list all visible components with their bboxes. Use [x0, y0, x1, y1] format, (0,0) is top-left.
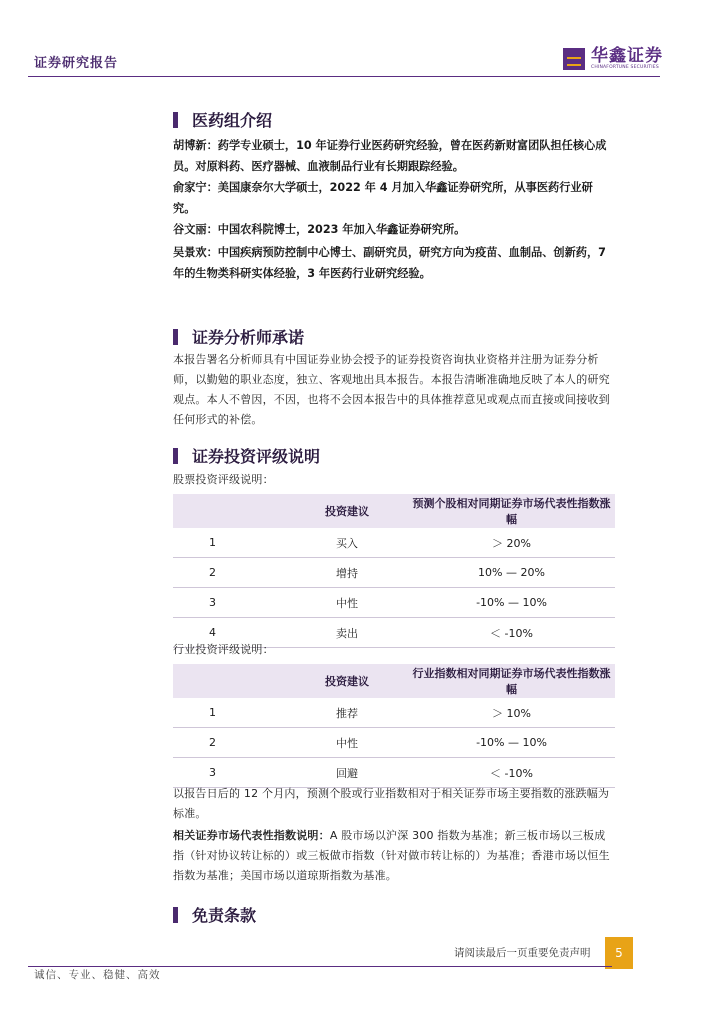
logo-mark-icon — [563, 48, 585, 70]
table-cell: 卖出 — [286, 618, 408, 648]
table-header-row — [173, 494, 615, 528]
table-cell: -10% — 10% — [408, 728, 615, 758]
team-section-heading — [173, 108, 272, 131]
table-cell: 4 — [173, 618, 286, 648]
commitment-text: 本报告署名分析师具有中国证券业协会授予的证券投资咨询执业资格并注册为证券分析师，以勤勉的职业态度，独立、客观地出具本报告。本报告清晰准确地反映了本人的研究观点。本人不曾因，不因，也将不会因本报告中的具体推荐意见或观点而直接或间接收到任何形式的补偿。 — [173, 353, 610, 426]
table-cell: 回避 — [286, 758, 408, 788]
table-header-cell: 预测个股相对同期证券市场代表性指数涨幅 — [408, 494, 615, 528]
footer-disclaimer-link: 请阅读最后一页重要免责声明 — [454, 947, 591, 959]
stock-rating-table — [173, 494, 615, 648]
team-heading-text: 医药组介绍 — [192, 111, 273, 130]
table-cell: 中性 — [286, 728, 408, 758]
industry-rating-table — [173, 664, 615, 788]
member-name: 谷文丽： — [173, 223, 218, 236]
team-member-4 — [173, 242, 615, 284]
index-note — [173, 826, 615, 886]
table-cell: 中性 — [286, 588, 408, 618]
table-cell: 1 — [173, 698, 286, 728]
table-cell: ＞ 10% — [408, 698, 615, 728]
stock-rating-label: 股票投资评级说明： — [173, 473, 274, 486]
table-header-cell — [173, 664, 286, 698]
heading-marker — [173, 329, 178, 345]
table-cell: 1 — [173, 528, 286, 558]
index-note-text: A 股市场以沪深 300 指数为基准；新三板市场以三板成指（针对协议转让标的）或三板做市指数（针对做市转让标的）为基准；香港市场以恒生指数为基准；美国市场以道琼斯指数为基准。 — [173, 829, 610, 882]
heading-marker — [173, 448, 178, 464]
index-note-label: 相关证券市场代表性指数说明： — [173, 829, 330, 842]
team-member-3 — [173, 219, 615, 240]
table-cell: -10% — 10% — [408, 588, 615, 618]
table-row — [173, 558, 615, 588]
member-desc: 中国农科院博士，2023 年加入华鑫证券研究所。 — [217, 223, 466, 236]
table-cell: ＜ -10% — [408, 618, 615, 648]
industry-rating-label: 行业投资评级说明： — [173, 643, 274, 656]
table-cell: 2 — [173, 558, 286, 588]
member-desc: 美国康奈尔大学硕士，2022 年 4 月加入华鑫证券研究所，从事医药行业研究。 — [173, 181, 593, 215]
table-cell: 买入 — [286, 528, 408, 558]
table-cell: 推荐 — [286, 698, 408, 728]
table-cell: 2 — [173, 728, 286, 758]
member-desc: 中国疾病预防控制中心博士、副研究员，研究方向为疫苗、血制品、创新药，7 年的生物类科研实体经验，3 年医药行业研究经验。 — [173, 246, 606, 280]
table-cell: 增持 — [286, 558, 408, 588]
table-header-cell — [173, 494, 286, 528]
team-member-1 — [173, 135, 615, 177]
table-row — [173, 588, 615, 618]
heading-marker — [173, 112, 178, 128]
member-name: 胡博新： — [173, 139, 218, 152]
disclaimer-heading-text: 免责条款 — [192, 906, 257, 925]
member-desc: 药学专业硕士，10 年证券行业医药研究经验，曾在医药新财富团队担任核心成员。对原料药、医疗器械、血液制品行业有长期跟踪经验。 — [173, 139, 607, 173]
page-number: 5 — [605, 937, 633, 969]
logo-english-name: CHINAFORTUNE SECURITIES — [591, 65, 659, 70]
table-cell: 3 — [173, 588, 286, 618]
footer-motto: 诚信、专业、稳健、高效 — [34, 969, 161, 981]
member-name: 吴景欢： — [173, 246, 218, 259]
logo-name: 华鑫证券 — [591, 46, 663, 66]
brand-logo — [563, 47, 663, 70]
heading-marker — [173, 907, 178, 923]
team-member-2 — [173, 177, 615, 219]
table-cell: 3 — [173, 758, 286, 788]
disclaimer-section-heading — [173, 903, 256, 926]
rating-note: 以报告日后的 12 个月内，预测个股或行业指数相对于相关证券市场主要指数的涨跌幅为标准。 — [173, 787, 610, 820]
table-row — [173, 698, 615, 728]
table-cell: ＞ 20% — [408, 528, 615, 558]
report-header-title: 证券研究报告 — [34, 56, 119, 71]
table-cell: 10% — 20% — [408, 558, 615, 588]
table-header-cell: 行业指数相对同期证券市场代表性指数涨幅 — [408, 664, 615, 698]
table-row — [173, 528, 615, 558]
member-name: 俞家宁： — [173, 181, 218, 194]
rating-section-heading — [173, 444, 320, 467]
header-divider — [28, 76, 660, 77]
rating-heading-text: 证券投资评级说明 — [192, 447, 321, 466]
table-row — [173, 728, 615, 758]
table-header-cell: 投资建议 — [286, 664, 408, 698]
table-cell: ＜ -10% — [408, 758, 615, 788]
table-header-row — [173, 664, 615, 698]
table-row — [173, 758, 615, 788]
commitment-section-heading — [173, 325, 304, 348]
commitment-heading-text: 证券分析师承诺 — [192, 328, 305, 347]
table-header-cell: 投资建议 — [286, 494, 408, 528]
